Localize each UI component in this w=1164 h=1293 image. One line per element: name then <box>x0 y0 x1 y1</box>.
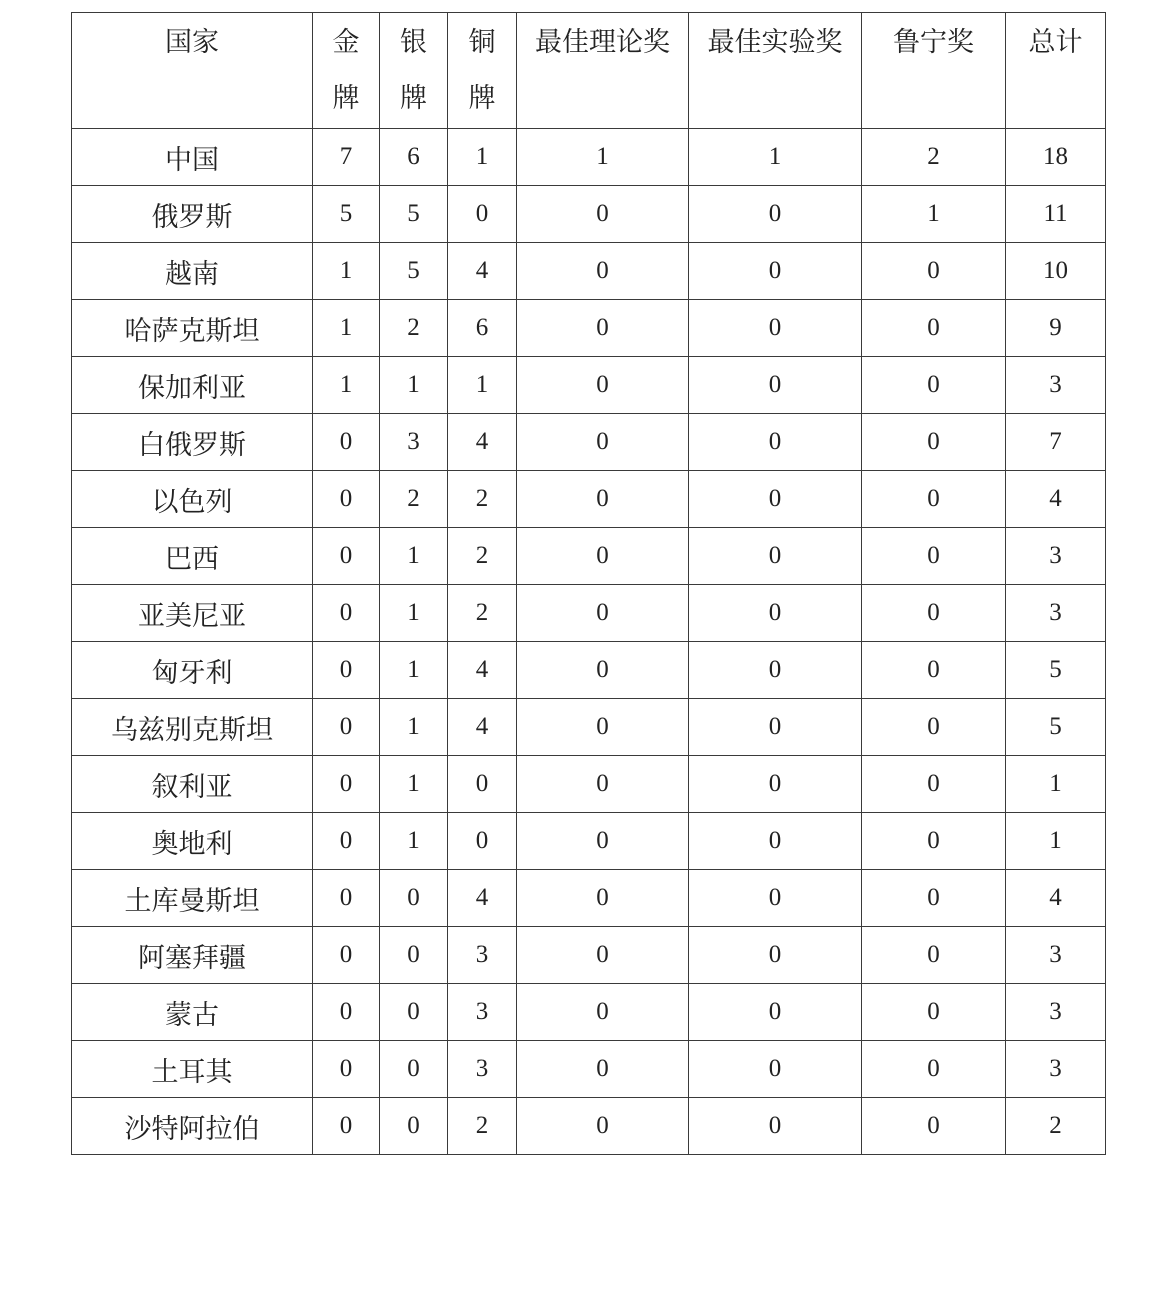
cell-luning: 0 <box>862 1098 1006 1155</box>
cell-gold: 0 <box>313 1098 380 1155</box>
cell-bronze: 2 <box>448 1098 517 1155</box>
cell-best-theory: 0 <box>517 813 689 870</box>
cell-gold: 1 <box>313 357 380 414</box>
cell-total: 3 <box>1006 357 1106 414</box>
cell-best-experiment: 0 <box>689 870 862 927</box>
cell-luning: 0 <box>862 243 1006 300</box>
cell-best-experiment: 0 <box>689 528 862 585</box>
header-gold <box>313 13 380 129</box>
cell-best-experiment: 0 <box>689 186 862 243</box>
cell-best-experiment: 0 <box>689 357 862 414</box>
cell-total: 9 <box>1006 300 1106 357</box>
cell-gold: 0 <box>313 756 380 813</box>
cell-best-theory: 0 <box>517 984 689 1041</box>
cell-gold: 1 <box>313 300 380 357</box>
cell-best-theory: 0 <box>517 699 689 756</box>
cell-gold: 0 <box>313 813 380 870</box>
cell-country: 奥地利 <box>72 813 313 870</box>
cell-bronze: 3 <box>448 984 517 1041</box>
cell-gold: 5 <box>313 186 380 243</box>
cell-best-experiment: 0 <box>689 984 862 1041</box>
cell-best-experiment: 0 <box>689 756 862 813</box>
cell-luning: 0 <box>862 870 1006 927</box>
cell-best-experiment: 0 <box>689 813 862 870</box>
cell-bronze: 3 <box>448 1041 517 1098</box>
cell-luning: 0 <box>862 984 1006 1041</box>
table-row <box>72 471 1106 528</box>
cell-gold: 7 <box>313 129 380 186</box>
header-gold-label: 金牌 <box>332 27 360 114</box>
cell-best-theory: 0 <box>517 1098 689 1155</box>
cell-bronze: 1 <box>448 129 517 186</box>
cell-total: 3 <box>1006 585 1106 642</box>
header-silver-label: 银牌 <box>400 27 427 114</box>
cell-gold: 0 <box>313 699 380 756</box>
cell-total: 3 <box>1006 984 1106 1041</box>
cell-total: 4 <box>1006 471 1106 528</box>
cell-bronze: 4 <box>448 642 517 699</box>
cell-gold: 0 <box>313 528 380 585</box>
cell-bronze: 1 <box>448 357 517 414</box>
cell-silver: 0 <box>380 1098 448 1155</box>
cell-best-theory: 0 <box>517 414 689 471</box>
cell-best-theory: 0 <box>517 186 689 243</box>
header-row <box>72 13 1106 129</box>
cell-bronze: 2 <box>448 585 517 642</box>
cell-total: 18 <box>1006 129 1106 186</box>
cell-total: 1 <box>1006 756 1106 813</box>
header-best-experiment: 最佳实验奖 <box>689 13 862 129</box>
cell-best-theory: 0 <box>517 927 689 984</box>
table-row <box>72 927 1106 984</box>
cell-best-theory: 1 <box>517 129 689 186</box>
cell-country: 蒙古 <box>72 984 313 1041</box>
table-row <box>72 585 1106 642</box>
cell-best-theory: 0 <box>517 300 689 357</box>
cell-silver: 1 <box>380 756 448 813</box>
cell-silver: 2 <box>380 471 448 528</box>
cell-best-theory: 0 <box>517 357 689 414</box>
cell-country: 以色列 <box>72 471 313 528</box>
header-total: 总计 <box>1006 13 1106 129</box>
table-row <box>72 813 1106 870</box>
cell-best-experiment: 0 <box>689 1098 862 1155</box>
medal-table <box>71 12 1106 1155</box>
cell-bronze: 0 <box>448 756 517 813</box>
cell-best-theory: 0 <box>517 471 689 528</box>
cell-silver: 5 <box>380 186 448 243</box>
cell-country: 越南 <box>72 243 313 300</box>
cell-luning: 1 <box>862 186 1006 243</box>
cell-luning: 0 <box>862 1041 1006 1098</box>
cell-gold: 0 <box>313 642 380 699</box>
cell-country: 沙特阿拉伯 <box>72 1098 313 1155</box>
cell-silver: 0 <box>380 927 448 984</box>
cell-luning: 2 <box>862 129 1006 186</box>
table-row <box>72 300 1106 357</box>
cell-total: 3 <box>1006 927 1106 984</box>
cell-country: 中国 <box>72 129 313 186</box>
cell-luning: 0 <box>862 585 1006 642</box>
cell-bronze: 0 <box>448 813 517 870</box>
cell-total: 5 <box>1006 642 1106 699</box>
cell-silver: 0 <box>380 1041 448 1098</box>
cell-luning: 0 <box>862 471 1006 528</box>
cell-country: 阿塞拜疆 <box>72 927 313 984</box>
table-row <box>72 756 1106 813</box>
cell-silver: 1 <box>380 813 448 870</box>
cell-best-theory: 0 <box>517 870 689 927</box>
cell-silver: 0 <box>380 984 448 1041</box>
cell-luning: 0 <box>862 756 1006 813</box>
table-row <box>72 186 1106 243</box>
header-silver <box>380 13 448 129</box>
cell-best-experiment: 0 <box>689 243 862 300</box>
header-luning: 鲁宁奖 <box>862 13 1006 129</box>
cell-total: 4 <box>1006 870 1106 927</box>
header-country: 国家 <box>72 13 313 129</box>
table-row <box>72 1041 1106 1098</box>
cell-best-experiment: 0 <box>689 1041 862 1098</box>
cell-silver: 5 <box>380 243 448 300</box>
cell-bronze: 4 <box>448 699 517 756</box>
cell-total: 3 <box>1006 528 1106 585</box>
cell-total: 3 <box>1006 1041 1106 1098</box>
cell-gold: 0 <box>313 471 380 528</box>
cell-total: 7 <box>1006 414 1106 471</box>
cell-country: 巴西 <box>72 528 313 585</box>
cell-luning: 0 <box>862 414 1006 471</box>
cell-country: 匈牙利 <box>72 642 313 699</box>
cell-luning: 0 <box>862 528 1006 585</box>
cell-total: 5 <box>1006 699 1106 756</box>
cell-best-experiment: 0 <box>689 414 862 471</box>
header-bronze-label: 铜牌 <box>468 27 496 114</box>
cell-gold: 0 <box>313 927 380 984</box>
cell-bronze: 0 <box>448 186 517 243</box>
cell-country: 亚美尼亚 <box>72 585 313 642</box>
cell-bronze: 4 <box>448 243 517 300</box>
cell-silver: 1 <box>380 357 448 414</box>
cell-luning: 0 <box>862 357 1006 414</box>
cell-country: 俄罗斯 <box>72 186 313 243</box>
table-row <box>72 129 1106 186</box>
cell-bronze: 6 <box>448 300 517 357</box>
table-body <box>72 129 1106 1155</box>
cell-silver: 1 <box>380 699 448 756</box>
cell-gold: 0 <box>313 414 380 471</box>
cell-country: 保加利亚 <box>72 357 313 414</box>
header-best-theory: 最佳理论奖 <box>517 13 689 129</box>
cell-bronze: 2 <box>448 528 517 585</box>
cell-best-theory: 0 <box>517 585 689 642</box>
cell-luning: 0 <box>862 699 1006 756</box>
cell-best-experiment: 0 <box>689 471 862 528</box>
cell-silver: 1 <box>380 642 448 699</box>
cell-country: 土耳其 <box>72 1041 313 1098</box>
cell-gold: 1 <box>313 243 380 300</box>
cell-country: 乌兹别克斯坦 <box>72 699 313 756</box>
cell-best-experiment: 0 <box>689 927 862 984</box>
cell-gold: 0 <box>313 1041 380 1098</box>
cell-best-experiment: 1 <box>689 129 862 186</box>
cell-best-experiment: 0 <box>689 585 862 642</box>
cell-best-theory: 0 <box>517 528 689 585</box>
cell-best-theory: 0 <box>517 1041 689 1098</box>
cell-bronze: 3 <box>448 927 517 984</box>
table-row <box>72 414 1106 471</box>
table-row <box>72 642 1106 699</box>
cell-best-experiment: 0 <box>689 300 862 357</box>
cell-bronze: 4 <box>448 414 517 471</box>
cell-luning: 0 <box>862 927 1006 984</box>
cell-country: 哈萨克斯坦 <box>72 300 313 357</box>
cell-silver: 1 <box>380 585 448 642</box>
cell-bronze: 2 <box>448 471 517 528</box>
table-row <box>72 243 1106 300</box>
cell-best-experiment: 0 <box>689 642 862 699</box>
header-bronze <box>448 13 517 129</box>
cell-total: 1 <box>1006 813 1106 870</box>
cell-best-theory: 0 <box>517 642 689 699</box>
table-row <box>72 699 1106 756</box>
cell-silver: 6 <box>380 129 448 186</box>
cell-gold: 0 <box>313 585 380 642</box>
cell-best-theory: 0 <box>517 756 689 813</box>
cell-country: 叙利亚 <box>72 756 313 813</box>
cell-silver: 2 <box>380 300 448 357</box>
cell-gold: 0 <box>313 984 380 1041</box>
cell-luning: 0 <box>862 813 1006 870</box>
cell-luning: 0 <box>862 642 1006 699</box>
cell-best-theory: 0 <box>517 243 689 300</box>
table-row <box>72 984 1106 1041</box>
cell-country: 土库曼斯坦 <box>72 870 313 927</box>
table-row <box>72 357 1106 414</box>
cell-silver: 0 <box>380 870 448 927</box>
cell-total: 11 <box>1006 186 1106 243</box>
cell-luning: 0 <box>862 300 1006 357</box>
cell-silver: 3 <box>380 414 448 471</box>
cell-total: 2 <box>1006 1098 1106 1155</box>
cell-bronze: 4 <box>448 870 517 927</box>
cell-country: 白俄罗斯 <box>72 414 313 471</box>
cell-best-experiment: 0 <box>689 699 862 756</box>
table-row <box>72 870 1106 927</box>
cell-total: 10 <box>1006 243 1106 300</box>
cell-silver: 1 <box>380 528 448 585</box>
table-row <box>72 528 1106 585</box>
table-row <box>72 1098 1106 1155</box>
cell-gold: 0 <box>313 870 380 927</box>
